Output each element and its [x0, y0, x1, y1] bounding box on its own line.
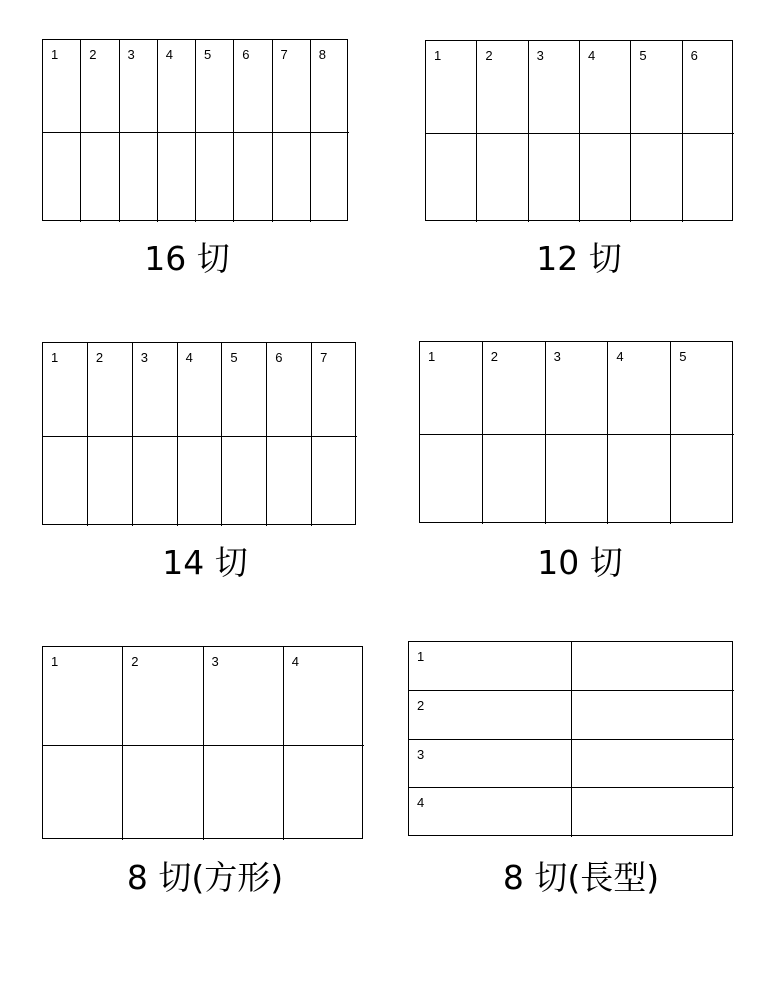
grid-cell — [420, 342, 483, 435]
grid-cell — [426, 134, 477, 222]
grid-cell — [43, 437, 88, 526]
cell-number: 6 — [690, 48, 698, 63]
grid-cell — [572, 691, 735, 740]
grid-cell — [312, 343, 357, 437]
grid-cell — [196, 133, 234, 222]
grid-cell — [133, 343, 178, 437]
cell-number: 7 — [320, 350, 328, 365]
grid-cell — [529, 134, 580, 222]
grid-cell — [477, 41, 528, 134]
cell-number: 2 — [485, 48, 493, 63]
grid-cell — [133, 437, 178, 526]
grid-cell — [267, 437, 312, 526]
grid-cell — [284, 647, 364, 746]
grid-cell — [572, 642, 735, 691]
grid-cell — [477, 134, 528, 222]
grid-cell — [88, 343, 133, 437]
grid-cell — [222, 343, 267, 437]
grid-cell — [273, 133, 311, 222]
grid-cell — [43, 647, 123, 746]
grid-cell — [234, 40, 272, 133]
grid-cell — [409, 642, 572, 691]
cell-number: 2 — [95, 350, 104, 365]
grid-cell — [409, 691, 572, 740]
grid-cell — [120, 40, 158, 133]
cell-number: 3 — [417, 746, 425, 762]
cut-grid-5 — [42, 646, 363, 839]
grid-cell — [178, 343, 223, 437]
cell-number: 8 — [318, 47, 326, 62]
grid-cell — [196, 40, 234, 133]
grid-cell — [267, 343, 312, 437]
grid-cell — [81, 133, 119, 222]
cell-number: 2 — [490, 349, 499, 364]
grid-cell — [683, 134, 734, 222]
cell-number: 3 — [211, 654, 219, 669]
cell-number: 4 — [165, 47, 173, 62]
grid-cell — [409, 788, 572, 837]
cell-number: 4 — [185, 350, 193, 365]
grid-cell — [312, 437, 357, 526]
grid-cell — [671, 435, 734, 524]
grid-cell — [43, 133, 81, 222]
grid-cell — [43, 40, 81, 133]
grid-cell — [222, 437, 267, 526]
cut-caption: 10 切 — [537, 543, 623, 582]
cut-caption: 12 切 — [536, 239, 622, 278]
grid-cell — [311, 40, 349, 133]
cut-grid-6 — [408, 641, 733, 836]
cell-number: 1 — [417, 649, 425, 664]
grid-cell — [608, 342, 671, 435]
grid-cell — [420, 435, 483, 524]
grid-cell — [608, 435, 671, 524]
grid-cell — [204, 746, 284, 840]
grid-cell — [426, 41, 477, 134]
grid-cell — [123, 746, 203, 840]
cell-number: 2 — [417, 697, 425, 713]
grid-cell — [546, 342, 609, 435]
cell-number: 5 — [679, 349, 687, 364]
grid-cell — [572, 788, 735, 837]
cell-number: 2 — [131, 654, 139, 669]
cell-number: 2 — [89, 47, 97, 62]
grid-cell — [273, 40, 311, 133]
cell-number: 4 — [616, 349, 624, 364]
cut-caption: 8 切(長型) — [502, 858, 660, 897]
cell-number: 1 — [434, 48, 442, 63]
grid-cell — [123, 647, 203, 746]
cut-caption: 16 切 — [144, 239, 230, 278]
grid-cell — [88, 437, 133, 526]
grid-cell — [178, 437, 223, 526]
cell-number: 5 — [204, 47, 212, 62]
cell-number: 3 — [536, 48, 544, 63]
grid-cell — [580, 41, 631, 134]
grid-cell — [529, 41, 580, 134]
cell-number: 1 — [428, 349, 436, 364]
grid-cell — [204, 647, 284, 746]
cut-grid-2 — [425, 40, 733, 221]
cut-grid-4 — [419, 341, 733, 523]
grid-cell — [234, 133, 272, 222]
cut-grid-1 — [42, 39, 348, 221]
grid-cell — [580, 134, 631, 222]
cell-number: 5 — [639, 48, 647, 63]
grid-cell — [158, 40, 196, 133]
cell-number: 1 — [51, 47, 59, 62]
grid-cell — [483, 435, 546, 524]
grid-cell — [120, 133, 158, 222]
cell-number: 4 — [588, 48, 596, 63]
cell-number: 3 — [127, 47, 135, 62]
grid-cell — [284, 746, 364, 840]
grid-cell — [671, 342, 734, 435]
cell-number: 5 — [230, 350, 238, 365]
grid-cell — [158, 133, 196, 222]
grid-cell — [409, 740, 572, 789]
grid-cell — [81, 40, 119, 133]
grid-cell — [631, 41, 682, 134]
grid-cell — [631, 134, 682, 222]
grid-cell — [683, 41, 734, 134]
cut-grid-3 — [42, 342, 356, 525]
grid-cell — [546, 435, 609, 524]
cell-number: 6 — [242, 47, 250, 62]
grid-cell — [43, 746, 123, 840]
cell-number: 7 — [280, 47, 288, 62]
cut-caption: 14 切 — [162, 543, 248, 582]
cell-number: 3 — [553, 349, 561, 364]
cell-number: 1 — [51, 654, 59, 669]
grid-cell — [572, 740, 735, 789]
cell-number: 1 — [51, 350, 59, 365]
cut-caption: 8 切(方形) — [126, 858, 284, 897]
grid-cell — [483, 342, 546, 435]
grid-cell — [43, 343, 88, 437]
cell-number: 4 — [417, 795, 425, 811]
grid-cell — [311, 133, 349, 222]
cell-number: 4 — [291, 654, 299, 669]
cell-number: 6 — [275, 350, 283, 365]
cell-number: 3 — [140, 350, 148, 365]
